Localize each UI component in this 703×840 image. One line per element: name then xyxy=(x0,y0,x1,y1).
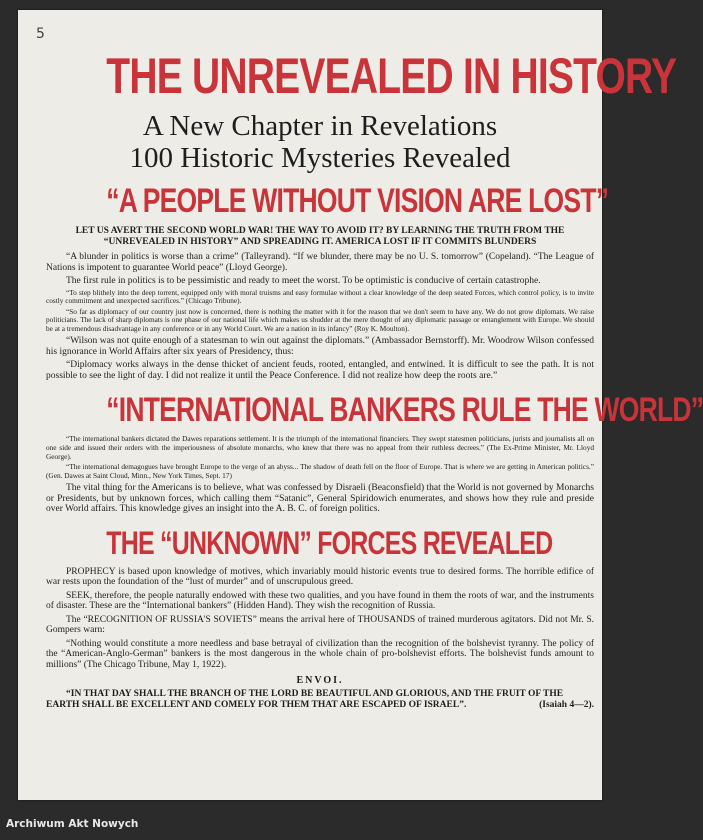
heading-bankers: “INTERNATIONAL BANKERS RULE THE WORLD” xyxy=(106,391,703,430)
paragraph: The “RECOGNITION OF RUSSIA'S SOVIETS” means the arrival here of THOUSANDS of trained murderous agitators. Did not Mr. S. Gompers warn: xyxy=(46,614,594,636)
paragraph: PROPHECY is based upon knowledge of motives, which invariably mould historic events true to desired forms. The horrible edifice of war rests upon the foundation of the “lust of murder” and of unscrupulous greed. xyxy=(46,566,594,588)
section-blunders xyxy=(46,252,594,381)
paragraph: “The international bankers dictated the Dawes reparations settlement. It is the triumph of the international financiers. They swept statesmen politicians, jurists and journalists all on one side and issued their orders with the imperiousness of absolute monarchs, who knew that there was no appeal from their ruthless decrees.” (The Ex-Prime Minister, Mr. Lloyd George). xyxy=(46,434,594,461)
intro-caps: LET US AVERT THE SECOND WORLD WAR! THE WAY TO AVOID IT? BY LEARNING THE TRUTH FROM THE “UNREVEALED IN HISTORY” AND SPREADING IT. AMERICA LOST IF IT COMMITS BLUNDERS xyxy=(75,226,565,247)
paragraph: “So far as diplomacy of our country just now is concerned, there is nothing the matter with it for the reason that we don't seem to have any. We do not grow diplomats. We raise politicians. The lack of sharp diplomats is one phase of our national life which makes us shudder at the mere thought of any diplomatic passage or entanglement with Europe. We should be at a tremendous disadvantage in any conference or in any World Court. We are a nation in its infancy” (Roy K. Moulton). xyxy=(46,306,594,333)
page-title: THE UNREVEALED IN HISTORY xyxy=(106,48,677,104)
paragraph: “Diplomacy works always in the dense thicket of ancient feuds, rooted, entangled, and entwined. It is difficult to see the path. It is not possible to see the light of day. I did not realize it until the Peace Conference. I did not realize how deep the roots are.” xyxy=(46,360,594,381)
paragraph: “To step blithely into the deep torrent, equipped only with moral truisms and easy formulae without a clear knowledge of the deep seated Forces, which control policy, is to invite costly commitment and unexpected sacrifices.” (Chicago Tribune). xyxy=(46,287,594,306)
paragraph: “The international demagogues have brought Europe to the verge of an abyss... The shadow of death fell on the floor of Europe. That is where we are getting in American politics.” (Gen. Dawes at Saint Cloud, Minn., New York Times, Sept. 17) xyxy=(46,462,594,480)
subtitle-2: 100 Historic Mysteries Revealed xyxy=(129,142,511,174)
subtitle-1: A New Chapter in Revelations xyxy=(142,110,498,142)
envoi-text xyxy=(46,689,594,711)
section-bankers xyxy=(46,435,594,514)
envoi-quote: “IN THAT DAY SHALL THE BRANCH OF THE LORD BE BEAUTIFUL AND GLORIOUS, AND THE FRUIT OF THE EARTH SHALL BE EXCELLENT AND COMELY FOR THEM THAT ARE ESCAPED OF ISRAEL”. xyxy=(46,689,564,711)
document-page xyxy=(18,10,703,800)
paragraph: “Wilson was not quite enough of a statesman to win out against the diplomats.” (Ambassador Bernstorff). Mr. Woodrow Wilson confessed his ignorance in World Affairs after six years of Presidency, thus: xyxy=(46,336,594,357)
paragraph: “A blunder in politics is worse than a crime” (Talleyrand). “If we blunder, there may be no U. S. tomorrow” (Copeland). “The League of Nations is impotent to guarantee World peace” (Lloyd George). xyxy=(46,252,594,273)
heading-vision: “A PEOPLE WITHOUT VISION ARE LOST” xyxy=(106,182,609,220)
heading-forces: THE “UNKNOWN” FORCES REVEALED xyxy=(106,524,553,561)
section-forces xyxy=(46,567,594,671)
paragraph: SEEK, therefore, the people naturally endowed with these two qualities, and you have found in them the roots of war, and the instruments of disaster. These are the “International bankers” (Hidden Hand). They wish the recognition of Russia. xyxy=(46,590,594,612)
page-number-mark: 5 xyxy=(36,26,45,42)
paragraph: “Nothing would constitute a more needless and base betrayal of civilization than the recognition of the bolshevist tyranny. The policy of the “American-Anglo-German” bankers is the most dangerous in the whole chain of pro-bolshevist efforts. The bolshevist funds amount to millions” (The Chicago Tribune, May 1, 1922). xyxy=(46,638,594,670)
paragraph: The vital thing for the Americans is to believe, what was confessed by Disraeli (Beaconsfield) that the World is not governed by Monarchs or Presidents, but by unknown forces, which calling them “Satanic”, General Spiridowich enumerates, and shows how they rule and preside over World affairs. This knowledge gives an insight into the A. B. C. of foreign politics. xyxy=(46,483,594,515)
envoi-title: ENVOI. xyxy=(296,675,344,687)
document-content xyxy=(46,48,703,711)
envoi-reference: (Isaiah 4—2). xyxy=(539,700,594,711)
paragraph: The first rule in politics is to be pessimistic and ready to meet the worst. To be optimistic is conducive of certain catastrophe. xyxy=(66,276,541,286)
archive-footer: Archiwum Akt Nowych xyxy=(6,818,139,830)
